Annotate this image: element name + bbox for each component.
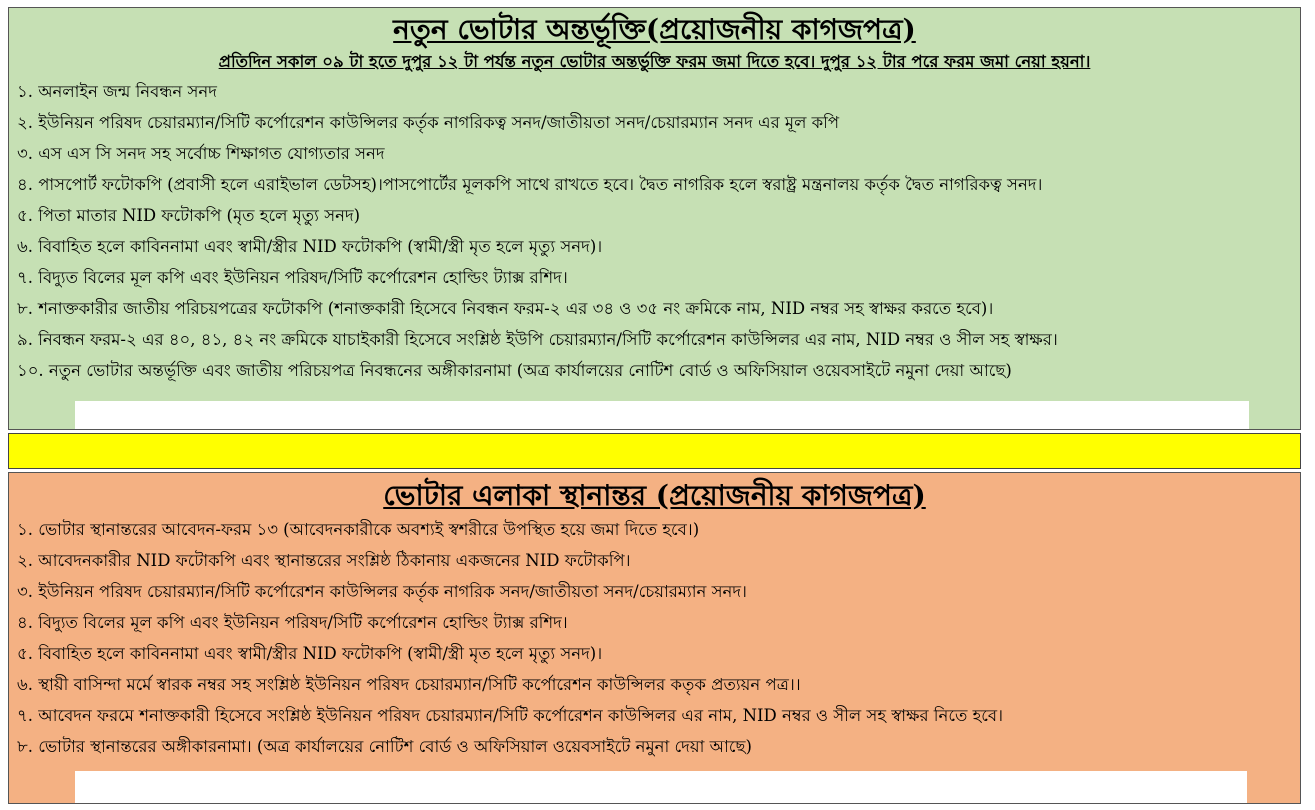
list-item: ২. আবেদনকারীর NID ফটোকপি এবং স্থানান্তরের সংশ্লিষ্ঠ ঠিকানায় একজনের NID ফটোকপি। (17, 551, 631, 570)
list-item: ৭. বিদ্যুত বিলের মূল কপি এবং ইউনিয়ন পরিষদ/সিটি কর্পোরেশন হোল্ডিং ট্যাক্স রশিদ। (17, 268, 568, 287)
new-voter-panel (8, 7, 1301, 430)
new-voter-title: নতুন ভোটার অন্তর্ভূক্তি(প্রয়োজনীয় কাগজপত্র) (393, 13, 916, 46)
new-voter-submission-hours: প্রতিদিন সকাল ০৯ টা হতে দুপুর ১২ টা পর্যন্ত নতুন ভোটার অন্তর্ভুক্তি ফরম জমা দিতে হবে। দুপুর ১২ টার পরে ফরম জমা নেয়া হয়না। (218, 52, 1091, 71)
yellow-separator-band (8, 433, 1301, 469)
list-item: ৫. পিতা মাতার NID ফটোকপি (মৃত হলে মৃত্যু সনদ) (17, 206, 361, 225)
list-item: ১. অনলাইন জন্ম নিবন্ধন সনদ (17, 82, 217, 101)
list-item: ৫. বিবাহিত হলে কাবিননামা এবং স্বামী/স্ত্রীর NID ফটোকপি (স্বামী/স্ত্রী মৃত হলে মৃত্যু সনদ)। (17, 644, 603, 663)
list-item: ৮. শনাক্তকারীর জাতীয় পরিচয়পত্রের ফটোকপি (শনাক্তকারী হিসেবে নিবন্ধন ফরম-২ এর ৩৪ ও ৩৫ নং ক্রমিকে নাম, NID নম্বর সহ স্বাক্ষর করতে হবে)। (17, 299, 994, 318)
new-voter-document-list (9, 76, 1300, 386)
list-item: ৬. বিবাহিত হলে কাবিননামা এবং স্বামী/স্ত্রীর NID ফটোকপি (স্বামী/স্ত্রী মৃত হলে মৃত্যু সনদ)। (17, 237, 603, 256)
list-item: ১০. নতুন ভোটার অন্তর্ভূক্তি এবং জাতীয় পরিচয়পত্র নিবন্ধনের অঙ্গীকারনামা (অত্র কার্যালয়ের নোটিশ বোর্ড ও অফিসিয়াল ওয়েবসাইটে নমুনা দেয়া আছে) (17, 361, 1012, 380)
list-item: ৪. পাসপোর্ট ফটোকপি (প্রবাসী হলে এরাইভাল ডেটসহ)।পাসপোর্টের মূলকপি সাথে রাখতে হবে। দ্বৈত নাগরিক হলে স্বরাষ্ট্র মন্ত্রনালয় কর্তৃক দ্বৈত নাগরিকত্ব সনদ। (17, 175, 1043, 194)
list-item: ৩. ইউনিয়ন পরিষদ চেয়ারম্যান/সিটি কর্পোরেশন কাউন্সিলর কর্তৃক নাগরিক সনদ/জাতীয়তা সনদ/চেয়ারম্যান সনদ। (17, 582, 747, 601)
blank-strip (75, 401, 1249, 429)
list-item: ৭. আবেদন ফরমে শনাক্তকারী হিসেবে সংশ্লিষ্ঠ ইউনিয়ন পরিষদ চেয়ারম্যান/সিটি কর্পোরেশন কাউন্সিলর এর নাম, NID নম্বর ও সীল সহ স্বাক্ষর নিতে হবে। (17, 706, 1003, 725)
voter-transfer-panel (8, 472, 1301, 804)
list-item: ১. ভোটার স্থানান্তরের আবেদন-ফরম ১৩ (আবেদনকারীকে অবশ্যই স্বশরীরে উপস্থিত হয়ে জমা দিতে হবে।) (17, 520, 700, 539)
voter-transfer-title: ভোটার এলাকা স্থানান্তর (প্রয়োজনীয় কাগজপত্র) (383, 479, 926, 512)
list-item: ৯. নিবন্ধন ফরম-২ এর ৪০, ৪১, ৪২ নং ক্রমিকে যাচাইকারী হিসেবে সংশ্লিষ্ঠ ইউপি চেয়ারম্যান/সিটি কর্পোরেশন কাউন্সিলর এর নাম, NID নম্বর ও সীল সহ স্বাক্ষর। (17, 330, 1058, 349)
blank-strip (75, 771, 1247, 803)
voter-transfer-document-list (9, 514, 1300, 762)
list-item: ৩. এস এস সি সনদ সহ সর্বোচ্চ শিক্ষাগত যোগ্যতার সনদ (17, 144, 385, 163)
list-item: ৪. বিদ্যুত বিলের মূল কপি এবং ইউনিয়ন পরিষদ/সিটি কর্পোরেশন হোল্ডিং ট্যাক্স রশিদ। (17, 613, 568, 632)
list-item: ২. ইউনিয়ন পরিষদ চেয়ারম্যান/সিটি কর্পোরেশন কাউন্সিলর কর্তৃক নাগরিকত্ব সনদ/জাতীয়তা সনদ/চেয়ারম্যান সনদ এর মূল কপি (17, 113, 840, 132)
list-item: ৬. স্থায়ী বাসিন্দা মর্মে স্বারক নম্বর সহ সংশ্লিষ্ঠ ইউনিয়ন পরিষদ চেয়ারম্যান/সিটি কর্পোরেশন কাউন্সিলর কতৃক প্রত্যয়ন পত্র।। (17, 675, 801, 694)
list-item: ৮. ভোটার স্থানান্তরের অঙ্গীকারনামা। (অত্র কার্যালয়ের নোটিশ বোর্ড ও অফিসিয়াল ওয়েবসাইটে নমুনা দেয়া আছে) (17, 737, 752, 756)
